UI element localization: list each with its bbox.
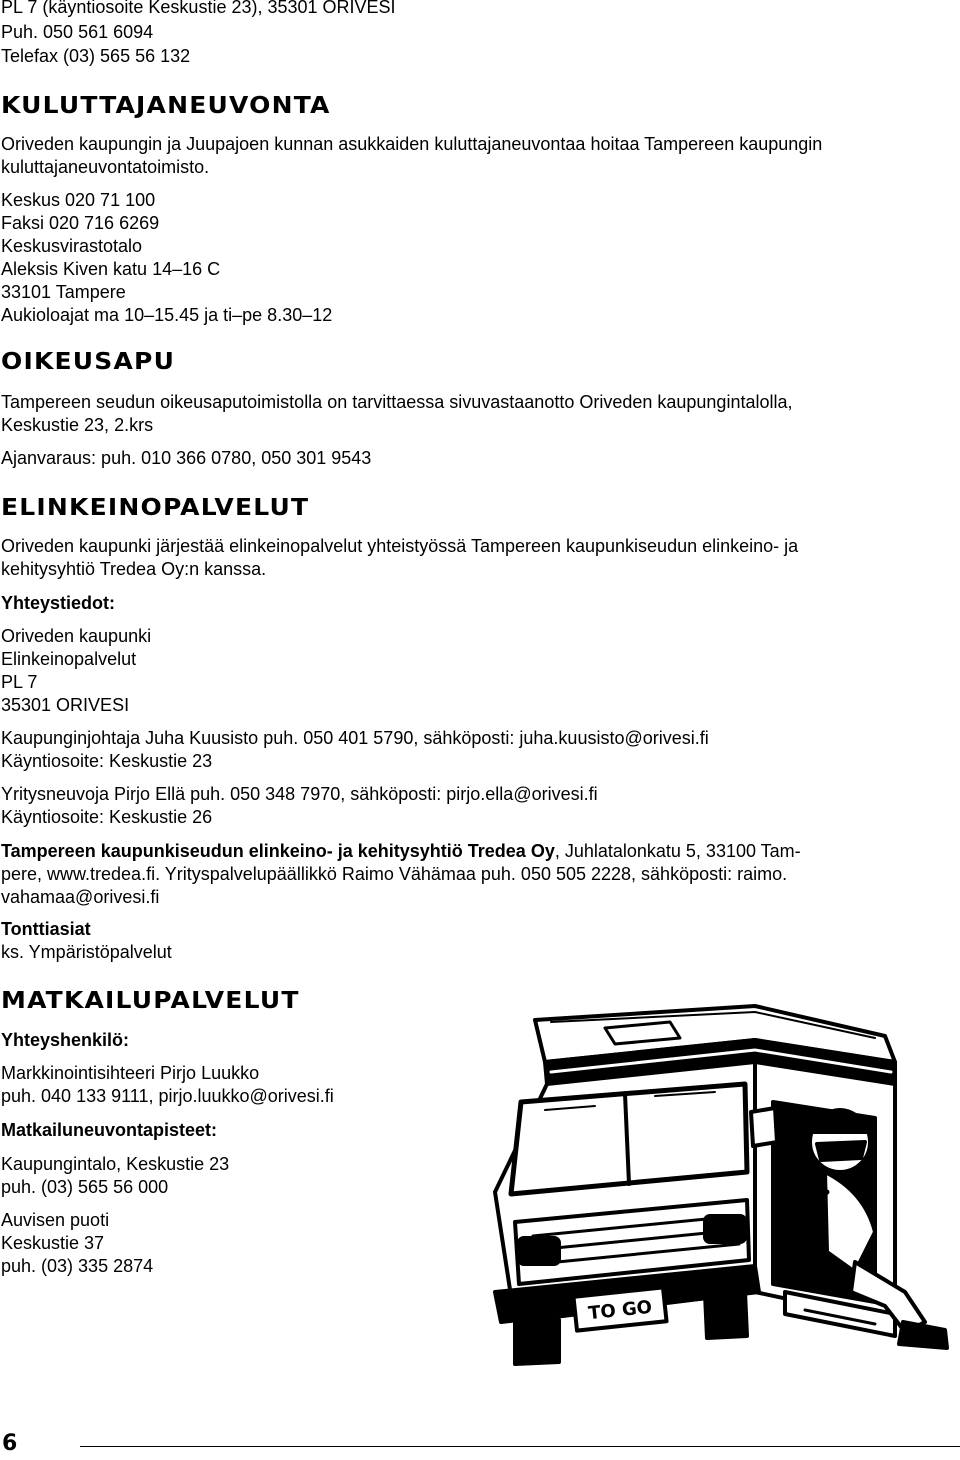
footer-divider bbox=[80, 1446, 960, 1447]
contact-visit-address: Käyntiosoite: Keskustie 23 bbox=[1, 751, 213, 771]
plots-label: Tonttiasiat bbox=[1, 919, 91, 939]
plots-text: ks. Ympäristöpalvelut bbox=[1, 942, 172, 962]
matkailu-point-line: Auvisen puoti bbox=[1, 1210, 110, 1230]
kuluttaja-contact-line: Keskusvirastotalo bbox=[1, 236, 143, 256]
heading-oikeusapu: OIKEUSAPU bbox=[1, 348, 176, 375]
kuluttaja-contact-line: Aleksis Kiven katu 14–16 C bbox=[1, 259, 221, 279]
heading-kuluttajaneuvonta: KULUTTAJANEUVONTA bbox=[1, 92, 331, 119]
matkailu-contact-line: Markkinointisihteeri Pirjo Luukko bbox=[1, 1063, 260, 1083]
matkailu-point-line: puh. (03) 335 2874 bbox=[1, 1256, 154, 1276]
tredea-line-2: pere, www.tredea.fi. Yrityspalvelupäällikkö Raimo Vähämaa puh. 050 505 2228, sähköposti: raimo. bbox=[1, 864, 788, 884]
tredea-address: , Juhlatalonkatu 5, 33100 Tam- bbox=[554, 841, 801, 861]
elinkeino-address-line: PL 7 bbox=[1, 672, 38, 692]
kuluttaja-contact-line: Faksi 020 716 6269 bbox=[1, 213, 160, 233]
heading-matkailupalvelut: MATKAILUPALVELUT bbox=[1, 987, 300, 1014]
matkailu-contact-label: Yhteyshenkilö: bbox=[1, 1030, 130, 1050]
contact-person-kuusisto: Kaupunginjohtaja Juha Kuusisto puh. 050 401 5790, sähköposti: juha.kuusisto@orivesi.fi bbox=[1, 728, 709, 748]
elinkeino-contacts-label: Yhteystiedot: bbox=[1, 593, 116, 613]
elinkeino-intro-2: kehitysyhtiö Tredea Oy:n kanssa. bbox=[1, 559, 267, 579]
elinkeino-address-line: 35301 ORIVESI bbox=[1, 695, 130, 715]
matkailu-contact-line: puh. 040 133 9111, pirjo.luukko@orivesi.fi bbox=[1, 1086, 334, 1106]
heading-elinkeinopalvelut: ELINKEINOPALVELUT bbox=[1, 494, 310, 521]
elinkeino-address-line: Oriveden kaupunki bbox=[1, 626, 152, 646]
tredea-line-1 bbox=[1, 840, 801, 862]
contact-visit-address: Käyntiosoite: Keskustie 26 bbox=[1, 807, 213, 827]
tredea-name: Tampereen kaupunkiseudun elinkeino- ja kehitysyhtiö Tredea Oy bbox=[1, 841, 555, 861]
kuluttaja-contact-line: Keskus 020 71 100 bbox=[1, 190, 156, 210]
oikeusapu-text-1: Tampereen seudun oikeusaputoimistolla on tarvittaessa sivuvastaanotto Oriveden kaupungintalolla, bbox=[1, 392, 793, 412]
elinkeino-address-line: Elinkeinopalvelut bbox=[1, 649, 137, 669]
header-fax: Telefax (03) 565 56 132 bbox=[1, 46, 191, 66]
matkailu-point-line: Keskustie 37 bbox=[1, 1233, 105, 1253]
kuluttaja-contact-line: 33101 Tampere bbox=[1, 282, 126, 302]
license-plate-text: TO GO bbox=[587, 1296, 654, 1325]
contact-person-ella: Yritysneuvoja Pirjo Ellä puh. 050 348 7970, sähköposti: pirjo.ella@orivesi.fi bbox=[1, 784, 598, 804]
kuluttaja-opening-hours: Aukioloajat ma 10–15.45 ja ti–pe 8.30–12 bbox=[1, 305, 333, 325]
elinkeino-intro-1: Oriveden kaupunki järjestää elinkeinopalvelut yhteistyössä Tampereen kaupunkiseudun elinkeino- ja bbox=[1, 536, 799, 556]
tredea-line-3: vahamaa@orivesi.fi bbox=[1, 887, 160, 907]
matkailu-points-label: Matkailuneuvontapisteet: bbox=[1, 1120, 218, 1140]
header-phone: Puh. 050 561 6094 bbox=[1, 22, 154, 42]
kuluttaja-intro-2: kuluttajaneuvontatoimisto. bbox=[1, 157, 210, 177]
page-number: 6 bbox=[2, 1431, 18, 1456]
oikeusapu-booking: Ajanvaraus: puh. 010 366 0780, 050 301 9543 bbox=[1, 448, 372, 468]
camper-van-driver-illustration bbox=[455, 992, 955, 1404]
oikeusapu-text-2: Keskustie 23, 2.krs bbox=[1, 415, 154, 435]
kuluttaja-intro-1: Oriveden kaupungin ja Juupajoen kunnan asukkaiden kuluttajaneuvontaa hoitaa Tampereen kaupungin bbox=[1, 134, 823, 154]
matkailu-point-line: puh. (03) 565 56 000 bbox=[1, 1177, 169, 1197]
header-address: PL 7 (käyntiosoite Keskustie 23), 35301 ORIVESI bbox=[1, 0, 396, 17]
matkailu-point-line: Kaupungintalo, Keskustie 23 bbox=[1, 1154, 230, 1174]
